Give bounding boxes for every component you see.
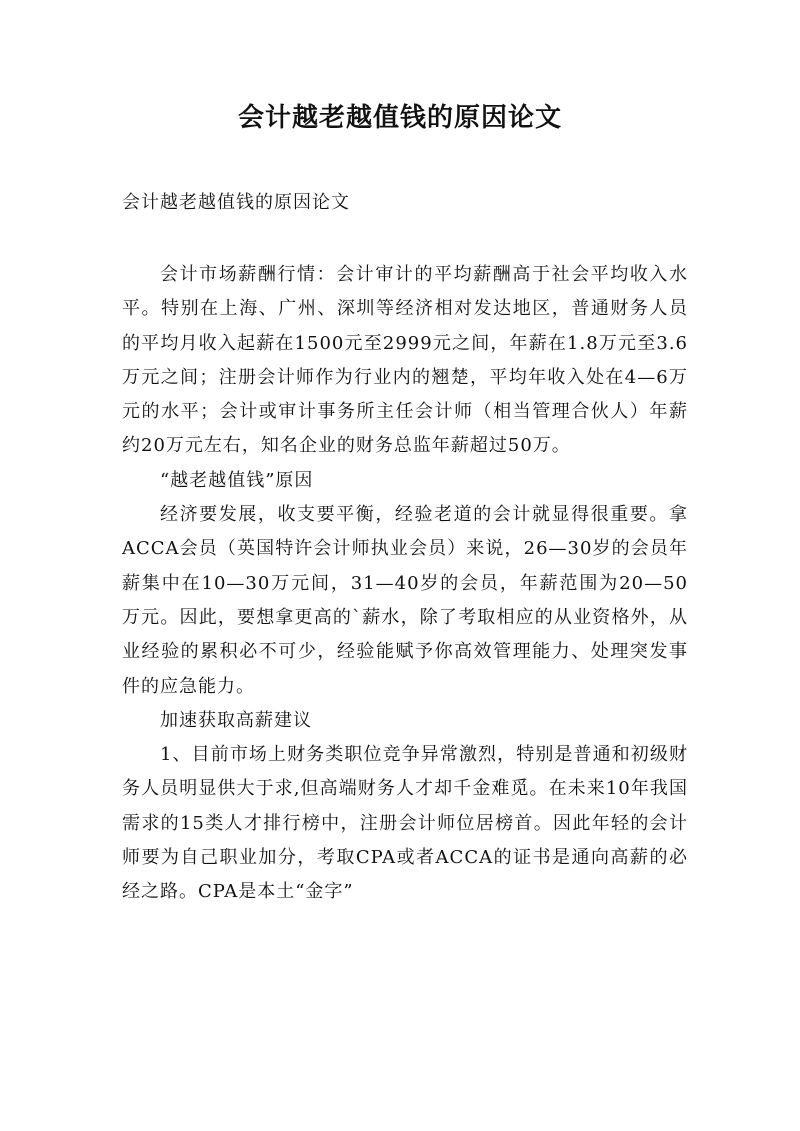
document-title: 会计越老越值钱的原因论文 (237, 103, 562, 133)
document-subtitle: 会计越老越值钱的原因论文 (122, 192, 350, 213)
section-heading-reason: “越老越值钱”原因 (160, 469, 314, 491)
paragraph-advice-1: 1、目前市场上财务类职位竞争异常激烈，特别是普通和初级财务人员明显供大于求,但高端财务人才却千金难觅。在未来10年我国需求的15类人才排行榜中，注册会计师位居榜首。因此年轻的会计师要为自己职业加分，考取CPA或者ACCA的证书是通向高薪的必经之路。CPA是本土“金字” (122, 744, 688, 903)
section-heading-advice: 加速获取高薪建议 (160, 709, 312, 731)
document-body (122, 258, 688, 910)
paragraph-experience: 经济要发展，收支要平衡，经验老道的会计就显得很重要。拿ACCA会员（英国特许会计师执业会员）来说，26—30岁的会员年薪集中在10—30万元间，31—40岁的会员，年薪范围为20—50万元。因此，要想拿更高的`薪水，除了考取相应的从业资格外，从业经验的累积必不可少，经验能赋予你高效管理能力、处理突发事件的应急能力。 (122, 504, 688, 697)
paragraph-salary-market: 会计市场薪酬行情：会计审计的平均薪酬高于社会平均收入水平。特别在上海、广州、深圳等经济相对发达地区，普通财务人员的平均月收入起薪在1500元至2999元之间，年薪在1.8万元至3.6万元之间；注册会计师作为行业内的翘楚，平均年收入处在4—6万元的水平；会计或审计事务所主任会计师（相当管理合伙人）年薪约20万元左右，知名企业的财务总监年薪超过50万。 (122, 264, 688, 457)
